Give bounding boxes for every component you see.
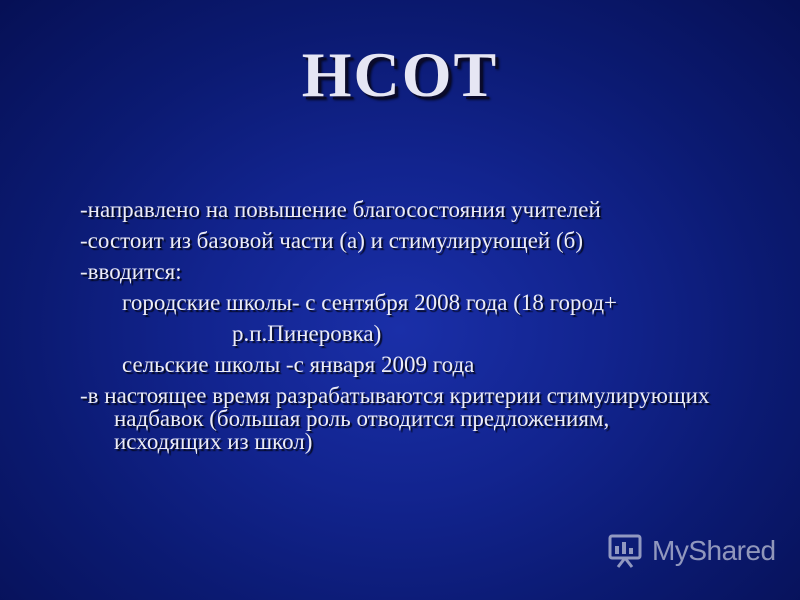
bullet-line: -в настоящее время разрабатываются критерии стимулирующих надбавок (большая роль отводится предложениям, исходящих из школ) [80, 383, 710, 454]
slide-title: НСОТ [301, 39, 499, 110]
sub-line: р.п.Пинеровка) [232, 321, 382, 346]
bullet-line: -вводится: [80, 259, 182, 284]
bullet-line: -состоит из базовой части (а) и стимулирующей (б) [80, 228, 583, 253]
bullet-line: -направлено на повышение благосостояния учителей [80, 197, 601, 222]
watermark-text: MyShared [652, 535, 776, 566]
sub-line: сельские школы -с января 2009 года [122, 352, 475, 377]
presentation-board-icon [606, 532, 644, 570]
sub-line: городские школы- с сентября 2008 года (18 город+ [122, 290, 618, 315]
slide-body [80, 194, 720, 453]
watermark [606, 532, 776, 570]
